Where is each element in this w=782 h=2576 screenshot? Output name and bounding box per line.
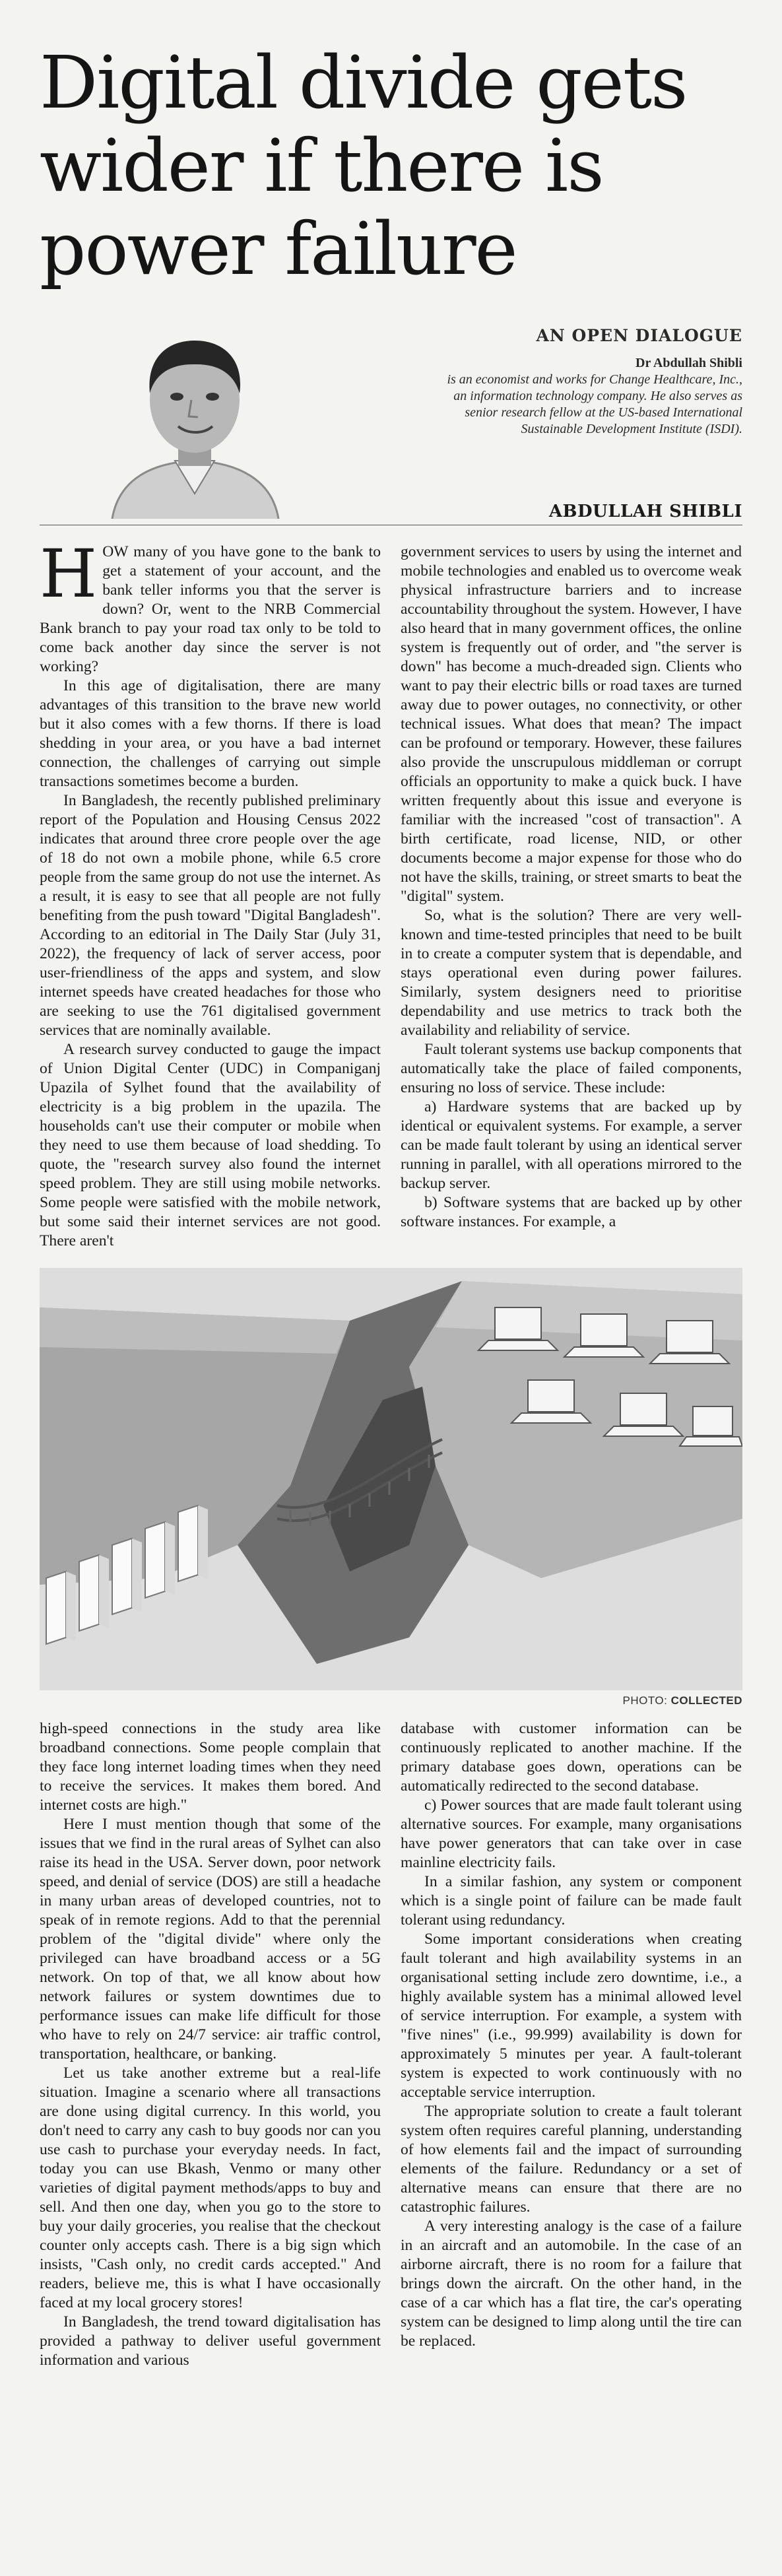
paragraph: Fault tolerant systems use backup components that automatically take the place of failed components, ensuring no loss of service. These include: [401,1041,742,1096]
author-description: is an economist and works for Change Healthcare, Inc., an information technology company. He also serves as senior research fellow at the US-based International Sustainable Development Institute (ISDI). [447,372,742,436]
paragraph: government services to users by using the internet and mobile technologies and enabled us to overcome weak physical infrastructure barriers and to increase accountability throughout the system. However, I have also heard that in many government offices, the online system is frequently out of order, and "the server is down" has become a much-dreaded sign. Clients who want to pay their electric bills or road taxes are turned away due to power outages, no connectivity, or other technical issues. What does that mean? The impact can be profound or temporary. However, these failures also provide the unscrupulous middleman or corrupt officials an opportunity to make a quick buck. I have written frequently about this issue and everyone is familiar with the increased "cost of transaction". A birth certificate, road license, NID, or other documents become a major expense for those who do not have the skills, training, or street smarts to beat the "digital" system. [401,543,742,905]
paragraph: b) Software systems that are backed up by other software instances. For example, a [401,1194,742,1230]
paragraph: database with customer information can be continuously replicated to another machine. If the primary database goes down, operations can be automatically redirected to the second database. [401,1720,742,1795]
author-name: Dr Abdullah Shibli [635,356,742,370]
paragraph: Let us take another extreme but a real-life situation. Imagine a scenario where all transactions are done using digital currency. In this world, you don't need to carry any cash to buy goods nor can you use cash to purchase your everyday needs. In fact, today you can use Bkash, Venmo or many other varieties of digital payment methods/apps to buy and sell. And then one day, when you go to the store to buy your daily groceries, you realise that the checkout counter only accepts cash. There is a big sign which insists, "Cash only, no credit cards accepted." And readers, believe me, this is what I have occasionally faced at my local grocery stores! [40,2064,381,2311]
byline: ABDULLAH SHIBLI [548,502,742,521]
author-portrait [86,321,304,519]
author-block [40,314,742,525]
paragraph: In this age of digitalisation, there are many advantages of this transition to the brave new world but it also comes with a few thorns. If there is load shedding in your area, or you have a bad internet connection, the challenges of carrying out simple transactions sometimes become a burden. [40,677,381,790]
upper-columns [40,535,742,1251]
lower-left-column [40,1719,381,2370]
paragraph: In Bangladesh, the trend toward digitalisation has provided a pathway to deliver useful government information and various [40,2313,381,2369]
paragraph: In Bangladesh, the recently published preliminary report of the Population and Housing Census 2022 indicates that around three crore people over the age of 18 do not own a mobile phone, while 6.5 crore people from the same group do not use the internet. As a result, it is easy to see that all people are not fully benefiting from the push toward "Digital Bangladesh". According to an editorial in The Daily Star (July 31, 2022), the frequency of lack of server access, poor user-friendliness of the apps and system, and slow internet speeds have created headaches for those who are seeking to use the 761 digitalised government services that are nominally available. [40,792,381,1039]
lower-columns [40,1719,742,2370]
paragraph: A research survey conducted to gauge the impact of Union Digital Center (UDC) in Companiganj Upazila of Sylhet found that the availability of electricity is a big problem in the upazila. The households can't use their computer or mobile when they need to use them because of load shedding. To quote, the "research survey also found the internet speed problem. They are still using mobile networks. Some people were satisfied with the mobile network, but some said their internet services are not good. There aren't [40,1041,381,1249]
paragraph: Some important considerations when creating fault tolerant and high availability systems in an organisational setting include zero downtime, i.e., a highly available system has a minimal allowed level of service interruption. For example, a system with "five nines" (i.e., 99.999) availability is down for approximately 5 minutes per year. A fault-tolerant system is expected to work continuously with no acceptable service interruption. [401,1931,742,2101]
lower-right-column [401,1719,742,2370]
paragraph: The appropriate solution to create a fault tolerant system often requires careful planning, understanding of how elements fail and the impact of surrounding elements of the failure. Redundancy or a set of alternative means can ensure that there are no catastrophic failures. [401,2103,742,2216]
paragraph: high-speed connections in the study area like broadband connections. Some people complain that they face long internet loading times when they need to receive the services. It makes them bored. And internet costs are high." [40,1720,381,1814]
paragraph: So, what is the solution? There are very well-known and time-tested principles that need to be built in to create a computer system that is dependable, and stays operational even during power failures. Similarly, system designers need to prioritise dependability and use metrics to track both the availability and reliability of service. [401,907,742,1039]
paragraph: a) Hardware systems that are backed up by identical or equivalent systems. For example, a server can be made fault tolerant by using an identical server running in parallel, with all operations mirrored to the backup server. [401,1098,742,1192]
paragraph: A very interesting analogy is the case of a failure in an aircraft and an automobile. In the case of an airborne aircraft, there is no room for a failure that brings down the aircraft. On the other hand, in the case of a car which has a flat tire, the car's operating system can be designed to limp along until the tire can be replaced. [401,2218,742,2350]
paragraph: HOW many of you have gone to the bank to get a statement of your account, and the bank teller informs you that the server is down? Or, went to the NRB Commercial Bank branch to pay your road tax only to be told to come back another day since the server is not working? [40,535,381,675]
illustration-digital-divide [40,1268,742,1690]
photo-credit: PHOTO: COLLECTED [622,1694,742,1707]
paragraph: In a similar fashion, any system or component which is a single point of failure can be made fault tolerant using redundancy. [401,1873,742,1929]
article-photo [40,1268,742,1707]
column-name: AN OPEN DIALOGUE [536,326,742,345]
upper-right-column [401,543,742,1251]
upper-left-column [40,535,381,1251]
paragraph: c) Power sources that are made fault tolerant using alternative sources. For example, many organisations have power generators that can take over in case mainline electricity fails. [401,1797,742,1871]
author-bio [432,355,742,438]
headline: Digital divide gets wider if there is power failure [40,40,687,291]
paragraph: Here I must mention though that some of the issues that we find in the rural areas of Sylhet can also raise its head in the USA. Server down, poor network speed, and denial of service (DOS) are still a headache in many urban areas of developed countries, not to speak of in remote regions. Add to that the perennial problem of the "digital divide" where only the privileged can have broadband access or a 5G network. On top of that, we all know about how network failures or system downtimes due to performance issues can make life difficult for those who have to rely on 24/7 service: air traffic control, transportation, healthcare, or banking. [40,1816,381,2063]
drop-cap: H [40,535,98,612]
